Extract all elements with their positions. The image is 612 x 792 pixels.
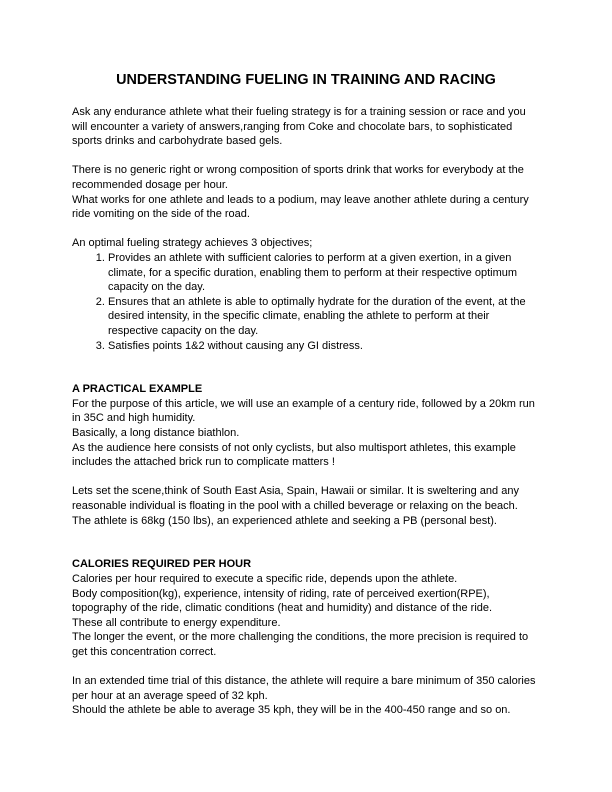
practical-line-2: Basically, a long distance biathlon. xyxy=(72,427,240,440)
calories-line-3: These all contribute to energy expenditure. xyxy=(72,616,281,629)
list-item: 2. Ensures that an athlete is able to optimally hydrate for the duration of the event, at the desired intensity, in the specific climate, enabling the athlete to perform at their respective capacity on the day. xyxy=(108,295,542,339)
practical-line-1: For the purpose of this article, we will use an example of a century ride, followed by a 20km run in 35C and high humidity. xyxy=(72,397,535,425)
practical-example-heading: A PRACTICAL EXAMPLE xyxy=(72,383,203,396)
calories-line-2: Body composition(kg), experience, intensity of riding, rate of perceived exertion(RPE), topography of the ride, climatic conditions (heat and humidity) and distance of the ride. xyxy=(72,587,493,615)
document-body xyxy=(72,105,542,718)
list-item: 1. Provides an athlete with sufficient calories to perform at a given exertion, in a given climate, for a specific duration, enabling them to perform at their respective optimum capacity on the day. xyxy=(108,251,542,295)
practical-line-3: As the audience here consists of not only cyclists, but also multisport athletes, this example includes the attached brick run to complicate matters ! xyxy=(72,441,516,469)
objectives-intro: An optimal fueling strategy achieves 3 objectives; xyxy=(72,237,313,250)
calories-heading: CALORIES REQUIRED PER HOUR xyxy=(72,558,252,571)
calories-line-5: In an extended time trial of this distance, the athlete will require a bare minimum of 350 calories per hour at an average speed of 32 kph. xyxy=(72,675,536,702)
generic-paragraph-2: What works for one athlete and leads to a podium, may leave another athlete during a century ride vomiting on the side of the road. xyxy=(72,193,529,221)
athlete-paragraph: The athlete is 68kg (150 lbs), an experienced athlete and seeking a PB (personal best). xyxy=(72,514,497,527)
intro-paragraph: Ask any endurance athlete what their fueling strategy is for a training session or race and you will encounter a variety of answers,ranging from Coke and chocolate bars, to sophisticated sports drinks and carbohydrate based gels. xyxy=(72,106,526,148)
calories-line-6: Should the athlete be able to average 35 kph, they will be in the 400-450 range and so on. xyxy=(72,704,511,717)
scene-paragraph: Lets set the scene,think of South East Asia, Spain, Hawaii or similar. It is sweltering and any reasonable individual is floating in the pool with a chilled beverage or relaxing on the beach. xyxy=(72,485,519,513)
calories-line-4: The longer the event, or the more challenging the conditions, the more precision is required to get this concentration correct. xyxy=(72,631,529,658)
list-item: 3. Satisfies points 1&2 without causing any GI distress. xyxy=(108,339,542,354)
calories-line-1: Calories per hour required to execute a specific ride, depends upon the athlete. xyxy=(72,573,458,585)
generic-paragraph-1: There is no generic right or wrong composition of sports drink that works for everybody at the recommended dosage per hour. xyxy=(72,164,524,191)
objectives-list xyxy=(72,251,542,353)
document-title: UNDERSTANDING FUELING IN TRAINING AND RACING xyxy=(116,72,496,88)
